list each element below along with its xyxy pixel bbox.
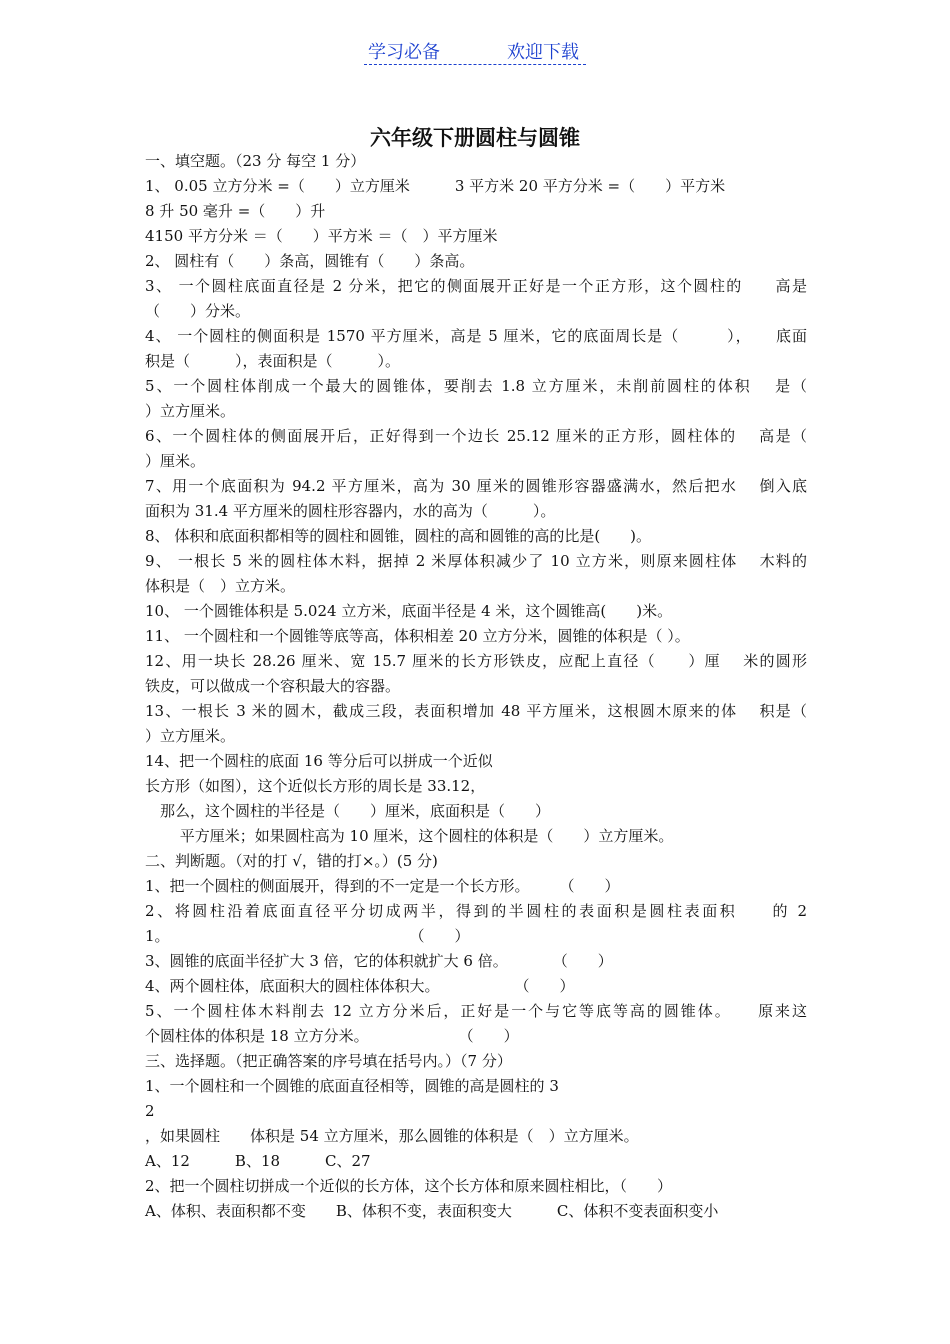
question-line: ）厘米。 [145, 452, 206, 470]
question-line: 那么，这个圆柱的半径是（ ）厘米，底面积是（ ） [145, 802, 551, 820]
question-line: 4、两个圆柱体，底面积大的圆柱体体积大。 （ ） [145, 977, 575, 995]
question-line: 1。 （ ） [145, 927, 470, 945]
question-line: 3、 一个圆柱底面直径是 2 分米，把它的侧面展开正好是一个正方形，这个圆柱的 高是 [145, 277, 807, 295]
question-line: 长方形（如图），这个近似长方形的周长是 33.12， [145, 777, 486, 795]
answer-options: A、体积、表面积都不变 B、体积不变，表面积变大 C、体积不变表面积变小 [145, 1202, 719, 1220]
question-line: 13、一根长 3 米的圆木，截成三段，表面积增加 48 平方厘米，这根圆木原来的体 积是（ [145, 702, 807, 720]
question-line: 1、把一个圆柱的侧面展开，得到的不一定是一个长方形。 （ ） [145, 877, 620, 895]
question-line: 4150 平方分米 ＝（ ）平方米 ＝（ ）平方厘米 [145, 227, 498, 245]
question-line: 14、把一个圆柱的底面 16 等分后可以拼成一个近似 [145, 752, 493, 770]
question-line: 1、 0.05 立方分米 =（ ）立方厘米 3 平方米 20 平方分米 =（ ）平方米 [145, 177, 726, 195]
question-line: 12、用一块长 28.26 厘米、宽 15.7 厘米的长方形铁皮，应配上直径（ ）厘 米的圆形 [145, 652, 807, 670]
question-line: 11、 一个圆柱和一个圆锥等底等高，体积相差 20 立方分米，圆锥的体积是（ ）。 [145, 627, 690, 645]
question-line: ，如果圆柱 体积是 54 立方厘米，那么圆锥的体积是（ ）立方厘米。 [145, 1127, 639, 1145]
question-line: ）立方厘米。 [145, 727, 236, 745]
question-line: 3、圆锥的底面半径扩大 3 倍，它的体积就扩大 6 倍。 （ ） [145, 952, 613, 970]
answer-options: A、12 B、18 C、27 [145, 1152, 371, 1170]
question-line: 8 升 50 毫升 =（ ）升 [145, 202, 326, 220]
question-line: 个圆柱体的体积是 18 立方分米。 （ ） [145, 1027, 519, 1045]
page-title: 六年级下册圆柱与圆锥 [370, 125, 580, 150]
question-line: 铁皮，可以做成一个容积最大的容器。 [145, 677, 401, 695]
question-line: （ ）分米。 [145, 302, 251, 320]
question-line: 体积是（ ）立方米。 [145, 577, 296, 595]
question-line: 7、用一个底面积为 94.2 平方厘米，高为 30 厘米的圆锥形容器盛满水，然后把水 倒入底 [145, 477, 807, 495]
question-line: 4、 一个圆柱的侧面积是 1570 平方厘米，高是 5 厘米，它的底面周长是（ ）， 底面 [145, 327, 807, 345]
question-line: 2、把一个圆柱切拼成一个近似的长方体，这个长方体和原来圆柱相比，（ ） [145, 1177, 673, 1195]
question-line: 积是（ ），表面积是（ ）。 [145, 352, 401, 370]
question-line: 8、 体积和底面积都相等的圆柱和圆锥，圆柱的高和圆锥的高的比是( )。 [145, 527, 652, 545]
question-line: 10、 一个圆锥体积是 5.024 立方米，底面半径是 4 米，这个圆锥高( )米。 [145, 602, 673, 620]
question-line: 2、 圆柱有（ ）条高，圆锥有（ ）条高。 [145, 252, 475, 270]
header-left-text[interactable]: 学习必备 [368, 42, 440, 63]
page-header [364, 38, 586, 65]
header-right-text[interactable]: 欢迎下载 [507, 42, 579, 63]
question-line: 面积为 31.4 平方厘米的圆柱形容器内，水的高为（ ）。 [145, 502, 556, 520]
question-line: 1、一个圆柱和一个圆锥的底面直径相等，圆锥的高是圆柱的 3 [145, 1077, 559, 1095]
question-line: 5、一个圆柱体削成一个最大的圆锥体，要削去 1.8 立方厘米，未削前圆柱的体积 是（ [145, 377, 807, 395]
question-line: ）立方厘米。 [145, 402, 236, 420]
section-heading-true-false: 二、判断题。（对的打 √，错的打×。）(5 分) [145, 852, 438, 870]
question-line: 9、 一根长 5 米的圆柱体木料，据掉 2 米厚体积减少了 10 立方米，则原来圆柱体 木料的 [145, 552, 807, 570]
question-line: 2、将圆柱沿着底面直径平分切成两半，得到的半圆柱的表面积是圆柱表面积 的 2 [145, 902, 807, 920]
question-line: 平方厘米；如果圆柱高为 10 厘米，这个圆柱的体积是（ ）立方厘米。 [145, 827, 674, 845]
section-heading-fill-in: 一、填空题。（23 分 每空 1 分） [145, 152, 366, 170]
question-line: 6、一个圆柱体的侧面展开后，正好得到一个边长 25.12 厘米的正方形，圆柱体的 高是（ [145, 427, 807, 445]
question-line: 2 [145, 1102, 155, 1120]
section-heading-choice: 三、选择题。（把正确答案的序号填在括号内。）（7 分） [145, 1052, 512, 1070]
question-line: 5、一个圆柱体木料削去 12 立方分米后，正好是一个与它等底等高的圆锥体。 原来这 [145, 1002, 807, 1020]
